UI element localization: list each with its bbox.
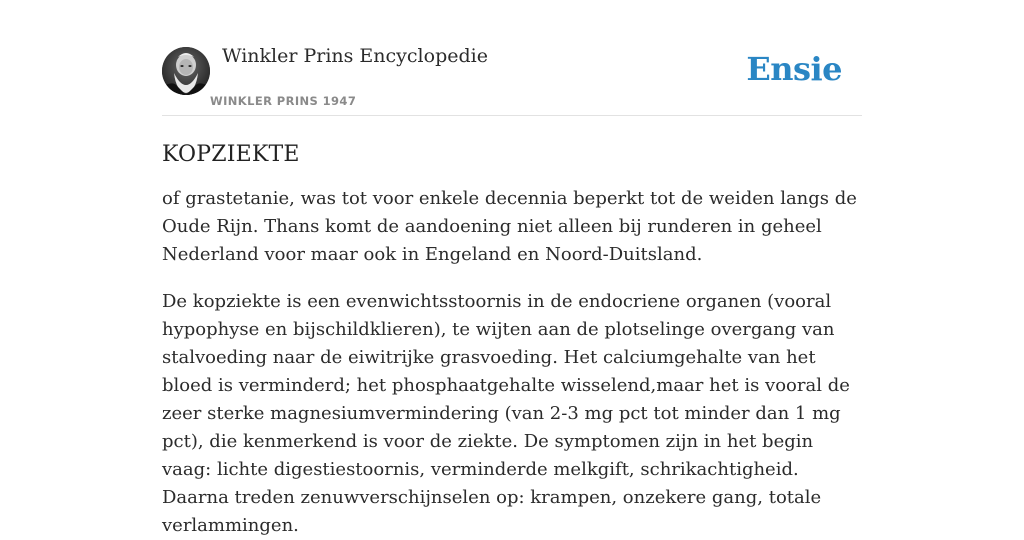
- article-paragraph-2: De kopziekte is een evenwichtsstoornis in de endocriene organen (vooral hypophyse en bijschildklieren), te wijten aan de plotselinge overgang van stalvoeding naar de eiwitrijke grasvoeding. Het calciumgehalte van het bloed is verminderd; het phosphaatgehalte wisselend,maar het is vooral de zeer sterke magnesiumvermindering (van 2-3 mg pct tot minder dan 1 mg pct), die kenmerkend is voor de ziekte. De symptomen zijn in het begin vaag: lichte digestiestoornis, verminderde melkgift, schrikachtigheid. Daarna treden zenuwverschijnselen op: krampen, onzekere gang, totale verlammingen.: [162, 291, 850, 536]
- avatar[interactable]: [162, 47, 210, 95]
- source-header: [162, 0, 862, 116]
- ensie-logo[interactable]: Ensie: [746, 50, 842, 88]
- article-paragraph-1: of grastetanie, was tot voor enkele decennia beperkt tot de weiden langs de Oude Rijn. Thans komt de aandoening niet alleen bij runderen in geheel Nederland voor maar ook in Engeland en Noord-Duitsland.: [162, 188, 857, 265]
- author-portrait-icon: [162, 47, 210, 95]
- source-subtitle[interactable]: WINKLER PRINS 1947: [210, 94, 357, 108]
- page-content: [162, 0, 862, 540]
- source-title[interactable]: Winkler Prins Encyclopedie: [222, 45, 488, 67]
- article-title: KOPZIEKTE: [162, 142, 300, 167]
